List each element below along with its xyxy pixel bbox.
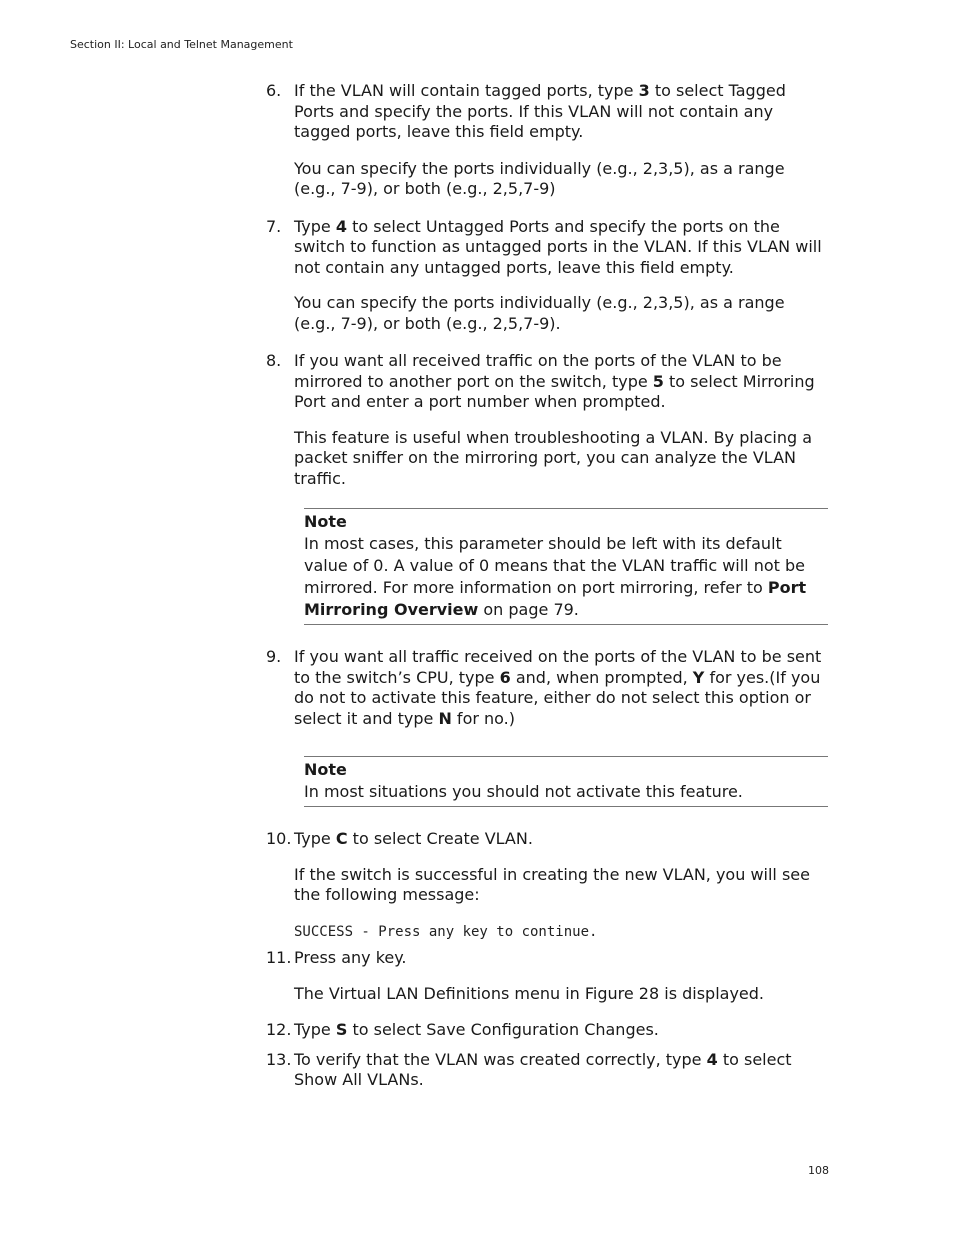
step-key: 3 [638,81,650,100]
step-number: 12. [266,1020,292,1039]
note-box [304,756,828,807]
step-number: 10. [266,829,292,848]
step-text: Type [294,1020,336,1039]
step-number: 9. [266,647,282,666]
step-8 [266,351,828,413]
step-7 [266,217,828,279]
step-text: to select Create VLAN. [347,829,533,848]
step-number: 7. [266,216,282,236]
note-box [304,508,828,625]
step-12 [266,1020,828,1041]
step-text: Type [294,829,336,848]
step-text: to select Mirroring Port and enter a port number when prompted. [294,371,815,411]
step-number: 6. [266,81,282,100]
step-key: 6 [499,667,511,687]
page-number: 108 [808,1164,829,1177]
step-number: 11. [266,948,292,967]
note-text: In most situations you should not activate this feature. [304,782,743,801]
step-key: N [438,708,452,728]
note-title: Note [304,512,347,531]
step-10 [266,829,828,850]
step-7-detail: You can specify the ports individually (e.g., 2,3,5), as a range (e.g., 7-9), or both (e.g., 2,5,7-9). [294,293,785,333]
step-text: Press any key. [294,948,407,967]
step-text: for yes.(If you do not to activate this feature, either do not select this option or select it and type [294,667,821,728]
note-xref: Port Mirroring Overview [304,578,807,619]
step-text: and, when prompted, [510,667,693,687]
step-text: to select Save Configuration Changes. [347,1020,659,1039]
step-6 [266,81,828,143]
step-text: If the VLAN will contain tagged ports, type [294,81,639,100]
step-number: 8. [266,351,282,370]
note-text [304,533,828,621]
step-8-detail: This feature is useful when troubleshooting a VLAN. By placing a packet sniffer on the mirroring port, you can analyze the VLAN traffic. [294,427,813,488]
step-text: Type [294,216,336,236]
step-11-detail: The Virtual LAN Definitions menu in Figure 28 is displayed. [294,983,765,1003]
step-text: to select Tagged Ports and specify the ports. If this VLAN will not contain any tagged ports, leave this field empty. [294,81,786,141]
step-text: to select Untagged Ports and specify the ports on the switch to function as untagged ports in the VLAN. If this VLAN will not contain any untagged ports, leave this field empty. [294,216,822,277]
step-key: C [335,829,348,848]
step-9 [266,647,828,729]
step-key: Y [692,667,705,687]
note-text-part: In most cases, this parameter should be left with its default value of 0. A value of 0 means that the VLAN traffic will not be mirrored. For more information on port mirroring, refer to [304,534,805,597]
step-key: 5 [652,371,664,391]
step-number: 13. [266,1049,292,1069]
note-title: Note [304,760,347,779]
step-13 [266,1050,828,1091]
note-text-part: on page 79. [478,600,579,619]
step-text: for no.) [451,708,515,728]
step-text: to select Show All VLANs. [294,1049,792,1089]
step-key: S [335,1020,348,1039]
step-10-detail: If the switch is successful in creating the new VLAN, you will see the following message: [294,864,810,904]
step-text: To verify that the VLAN was created correctly, type [294,1049,707,1069]
step-text: If you want all received traffic on the ports of the VLAN to be mirrored to another port on the switch, type [294,351,782,391]
document-body [266,78,828,1091]
step-key: 4 [706,1049,718,1069]
step-key: 4 [335,216,347,236]
success-message-code: SUCCESS - Press any key to continue. [294,923,598,940]
section-header: Section II: Local and Telnet Management [70,38,293,51]
step-11 [266,948,828,969]
step-text: If you want all traffic received on the ports of the VLAN to be sent to the switch’s CPU, type [294,647,822,687]
step-6-detail: You can specify the ports individually (e.g., 2,3,5), as a range (e.g., 7-9), or both (e.g., 2,5,7-9) [294,158,785,198]
